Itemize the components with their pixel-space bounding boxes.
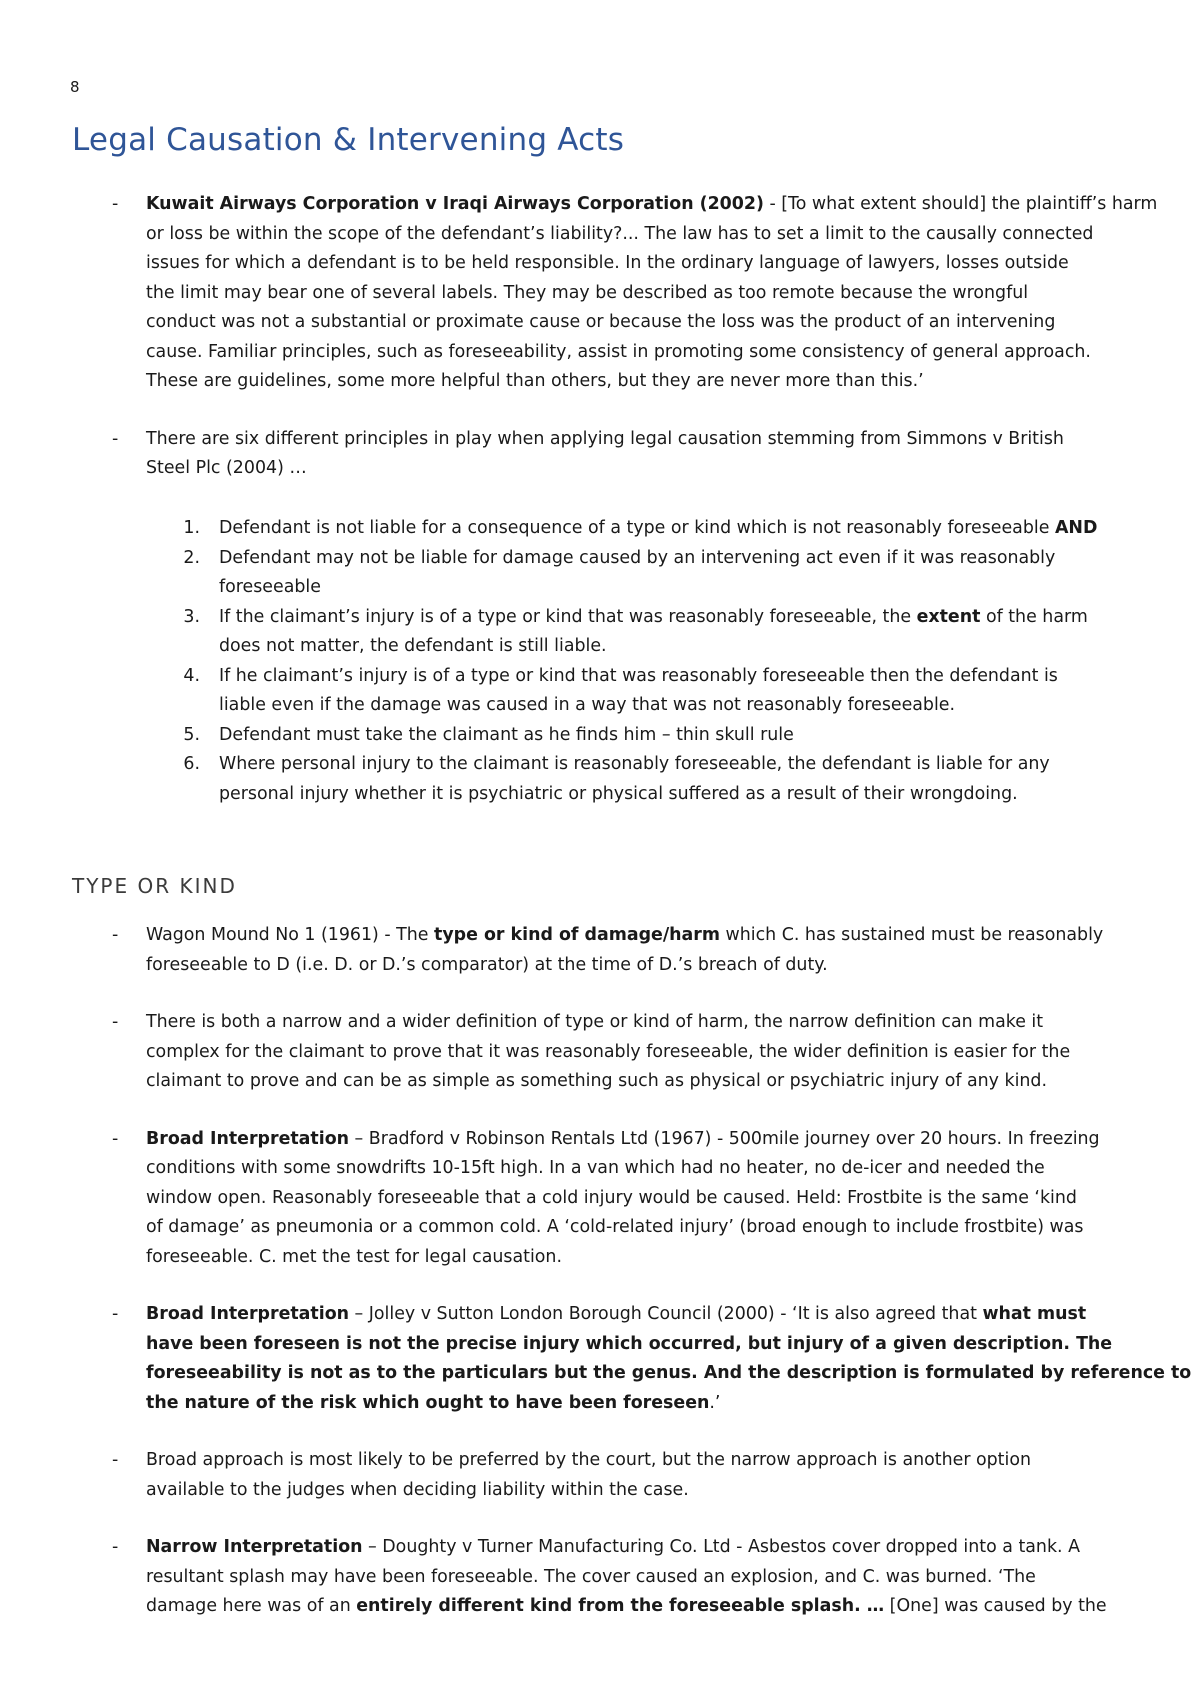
text-line: Steel Plc (2004) … (146, 458, 307, 478)
text-line: Defendant is not liable for a consequence of a type or kind which is not reasonably foreseeable AND (219, 518, 1098, 538)
text-line: Narrow Interpretation – Doughty v Turner Manufacturing Co. Ltd - Asbestos cover dropped into a tank. A (146, 1537, 1080, 1557)
text-line: liable even if the damage was caused in a way that was not reasonably foreseeable. (219, 695, 956, 715)
text-line: Kuwait Airways Corporation v Iraqi Airways Corporation (2002) - [To what extent should] the plaintiff’s harm (146, 194, 1158, 214)
text-line: There is both a narrow and a wider definition of type or kind of harm, the narrow definition can make it (146, 1012, 1044, 1032)
text-line: does not matter, the defendant is still liable. (219, 636, 607, 656)
text-line: complex for the claimant to prove that it was reasonably foreseeable, the wider definition is easier for the (146, 1041, 1071, 1062)
intro-paragraph (146, 425, 1146, 484)
text-line: These are guidelines, some more helpful than others, but they are never more than this.’ (146, 371, 924, 391)
text-line: Broad Interpretation – Bradford v Robinson Rentals Ltd (1967) - 500mile journey over 20 hours. In freezing (146, 1128, 1100, 1149)
dash-bullet: - (112, 1128, 119, 1149)
text-line: Broad approach is most likely to be preferred by the court, but the narrow approach is another option (146, 1450, 1031, 1470)
type-kind-paragraph (146, 1008, 1146, 1097)
principle-number: 1. (183, 518, 200, 538)
dash-bullet: - (112, 925, 119, 945)
text-line: Broad Interpretation – Jolley v Sutton London Borough Council (2000) - ‘It is also agreed that what must (146, 1304, 1087, 1324)
text-line: Defendant may not be liable for damage caused by an intervening act even if it was reasonably (219, 547, 1056, 568)
page-number: 8 (70, 78, 80, 96)
text-line: Where personal injury to the claimant is reasonably foreseeable, the defendant is liable for any (219, 754, 1050, 774)
text-line: the nature of the risk which ought to have been foreseen.’ (146, 1392, 721, 1413)
type-kind-paragraph (146, 1446, 1146, 1505)
text-line: conduct was not a substantial or proximate cause or because the loss was the product of an intervening (146, 312, 1056, 332)
dash-bullet: - (112, 1304, 119, 1324)
text-line: foreseeable. C. met the test for legal causation. (146, 1246, 562, 1267)
section-heading: TYPE OR KIND (72, 874, 237, 898)
page-title: Legal Causation & Intervening Acts (72, 122, 625, 158)
dash-bullet: - (112, 1537, 119, 1557)
text-line: available to the judges when deciding liability within the case. (146, 1479, 689, 1500)
principle-text (219, 721, 794, 751)
text-line: foreseeable to D (i.e. D. or D.’s comparator) at the time of D.’s breach of duty. (146, 954, 828, 975)
principle-number: 3. (183, 606, 200, 627)
text-line: cause. Familiar principles, such as foreseeability, assist in promoting some consistency of general approach. (146, 341, 1091, 362)
principle-number: 2. (183, 547, 200, 568)
principle-number: 5. (183, 724, 200, 745)
principle-text (219, 750, 1050, 809)
text-line: personal injury whether it is psychiatric or physical suffered as a result of their wrongdoing. (219, 783, 1018, 804)
dash-bullet: - (112, 428, 119, 449)
text-line: resultant splash may have been foreseeable. The cover caused an explosion, and C. was burned. ‘The (146, 1566, 1036, 1587)
type-kind-paragraph (146, 1300, 1192, 1418)
text-line: Wagon Mound No 1 (1961) - The type or kind of damage/harm which C. has sustained must be reasonably (146, 925, 1104, 945)
dash-bullet: - (112, 194, 119, 214)
text-line: If he claimant’s injury is of a type or kind that was reasonably foreseeable then the defendant is (219, 665, 1058, 686)
text-line: window open. Reasonably foreseeable that a cold injury would be caused. Held: Frostbite is the same ‘kind (146, 1187, 1077, 1208)
text-line: damage here was of an entirely different kind from the foreseeable splash. … [One] was caused by the (146, 1596, 1107, 1616)
dash-bullet: - (112, 1012, 119, 1032)
text-line: of damage’ as pneumonia or a common cold. A ‘cold-related injury’ (broad enough to include frostbite) was (146, 1217, 1084, 1237)
text-line: the limit may bear one of several labels. They may be described as too remote because the wrongful (146, 282, 1029, 303)
principle-text (219, 544, 1055, 603)
text-line: foreseeability is not as to the particulars but the genus. And the description is formulated by reference to (146, 1363, 1192, 1383)
text-line: If the claimant’s injury is of a type or kind that was reasonably foreseeable, the extent of the harm (219, 606, 1088, 627)
intro-paragraph (146, 190, 1158, 397)
text-line: claimant to prove and can be as simple as something such as physical or psychiatric injury of any kind. (146, 1071, 1047, 1091)
type-kind-paragraph (146, 921, 1146, 980)
text-line: There are six different principles in play when applying legal causation stemming from Simmons v British (146, 428, 1064, 449)
text-line: or loss be within the scope of the defendant’s liability?... The law has to set a limit to the causally connected (146, 223, 1094, 244)
text-line: foreseeable (219, 577, 321, 597)
principle-number: 6. (183, 754, 200, 774)
principle-text (219, 514, 1097, 544)
principle-number: 4. (183, 665, 200, 686)
text-line: have been foreseen is not the precise injury which occurred, but injury of a given description. The (146, 1333, 1113, 1354)
principle-text (219, 603, 1088, 662)
text-line: issues for which a defendant is to be held responsible. In the ordinary language of lawyers, losses outside (146, 253, 1069, 273)
type-kind-paragraph (146, 1125, 1146, 1273)
type-kind-paragraph (146, 1533, 1146, 1622)
text-line: Defendant must take the claimant as he finds him – thin skull rule (219, 724, 794, 745)
dash-bullet: - (112, 1450, 119, 1470)
principle-text (219, 662, 1058, 721)
text-line: conditions with some snowdrifts 10-15ft high. In a van which had no heater, no de-icer and needed the (146, 1158, 1045, 1178)
